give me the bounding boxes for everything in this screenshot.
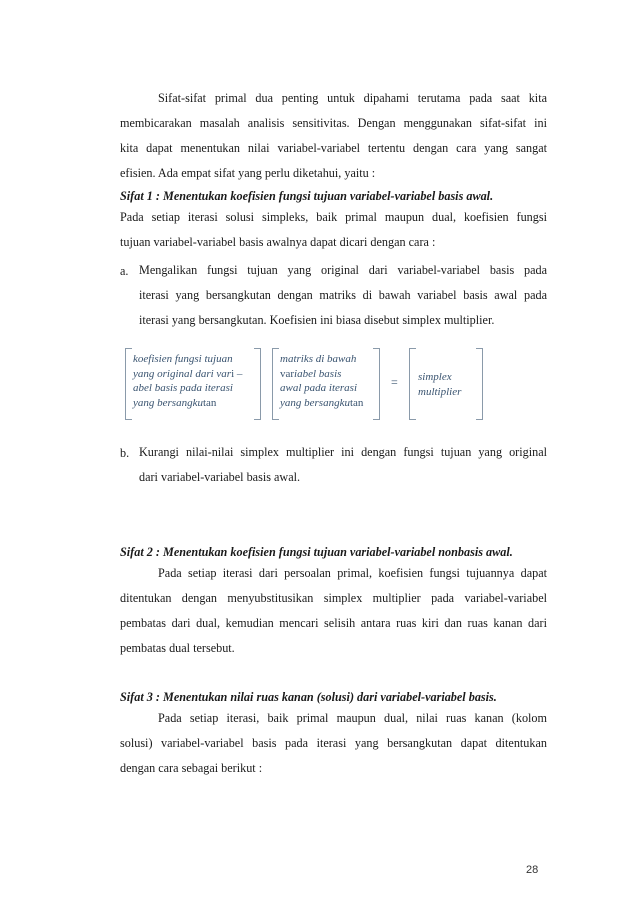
left-bracket	[272, 348, 279, 420]
item-b-label: b.	[120, 446, 130, 460]
matrix-basis-variables: matriks di bawah variabel basis awal pada iterasi yang bersangkutan	[280, 353, 364, 409]
text-line: Mengalikan fungsi tujuan yang original dari variabel-variabel basis pada	[139, 263, 547, 277]
matrix-original-coefficients: koefisien fungsi tujuan yang original dari vari – abel basis pada iterasi yang bersangkutan	[133, 353, 243, 409]
sifat1-body	[120, 205, 547, 255]
sifat3-heading: Sifat 3 : Menentukan nilai ruas kanan (solusi) dari variabel-variabel basis.	[120, 690, 497, 704]
equals-sign: =	[391, 375, 398, 389]
matrix-simplex-multiplier: simplex multiplier	[418, 371, 462, 398]
text-line: pembatas dari dual, kemudian mencari selisih antara ruas kiri dan ruas kanan dari	[120, 616, 547, 630]
right-bracket	[254, 348, 261, 420]
page-number: 28	[526, 864, 539, 876]
sifat2-body	[120, 561, 547, 661]
text-line: membicarakan masalah analisis sensitivitas. Dengan menggunakan sifat-sifat ini	[120, 116, 547, 130]
text-line: ditentukan dengan menyubstitusikan simplex multiplier pada variabel-variabel	[120, 591, 547, 605]
right-bracket	[476, 348, 483, 420]
text-line: Kurangi nilai-nilai simplex multiplier ini dengan fungsi tujuan yang original	[139, 445, 547, 459]
text-line: Sifat-sifat primal dua penting untuk dipahami terutama pada saat kita	[158, 91, 547, 105]
text-line: Pada setiap iterasi solusi simpleks, baik primal maupun dual, koefisien fungsi	[120, 210, 547, 224]
text-line: dengan cara sebagai berikut :	[120, 761, 263, 775]
text-line: tujuan variabel-variabel basis awalnya dapat dicari dengan cara :	[120, 235, 436, 249]
text-line: iterasi yang bersangkutan dengan matriks di bawah variabel basis awal pada	[139, 288, 547, 302]
text-line: pembatas dual tersebut.	[120, 641, 235, 655]
item-a-label: a.	[120, 264, 129, 278]
sifat2-heading: Sifat 2 : Menentukan koefisien fungsi tujuan variabel-variabel nonbasis awal.	[120, 545, 513, 559]
text-line: Pada setiap iterasi dari persoalan primal, koefisien fungsi tujuannya dapat	[158, 566, 547, 580]
text-line: iterasi yang bersangkutan. Koefisien ini biasa disebut simplex multiplier.	[139, 313, 495, 327]
sifat1-heading: Sifat 1 : Menentukan koefisien fungsi tujuan variabel-variabel basis awal.	[120, 189, 494, 203]
right-bracket	[373, 348, 380, 420]
sifat3-body	[120, 706, 547, 781]
text-line: kita dapat menentukan nilai variabel-variabel tertentu dengan cara yang sangat	[120, 141, 547, 155]
intro-paragraph	[120, 86, 547, 186]
text-line: Pada setiap iterasi, baik primal maupun dual, nilai ruas kanan (kolom	[158, 711, 547, 725]
left-bracket	[409, 348, 416, 420]
item-b-text	[139, 440, 547, 490]
text-line: solusi) variabel-variabel basis pada iterasi yang bersangkutan dapat ditentukan	[120, 736, 547, 750]
left-bracket	[125, 348, 132, 420]
text-line: efisien. Ada empat sifat yang perlu diketahui, yaitu :	[120, 166, 376, 180]
item-a-text	[139, 258, 547, 333]
text-line: dari variabel-variabel basis awal.	[139, 470, 301, 484]
